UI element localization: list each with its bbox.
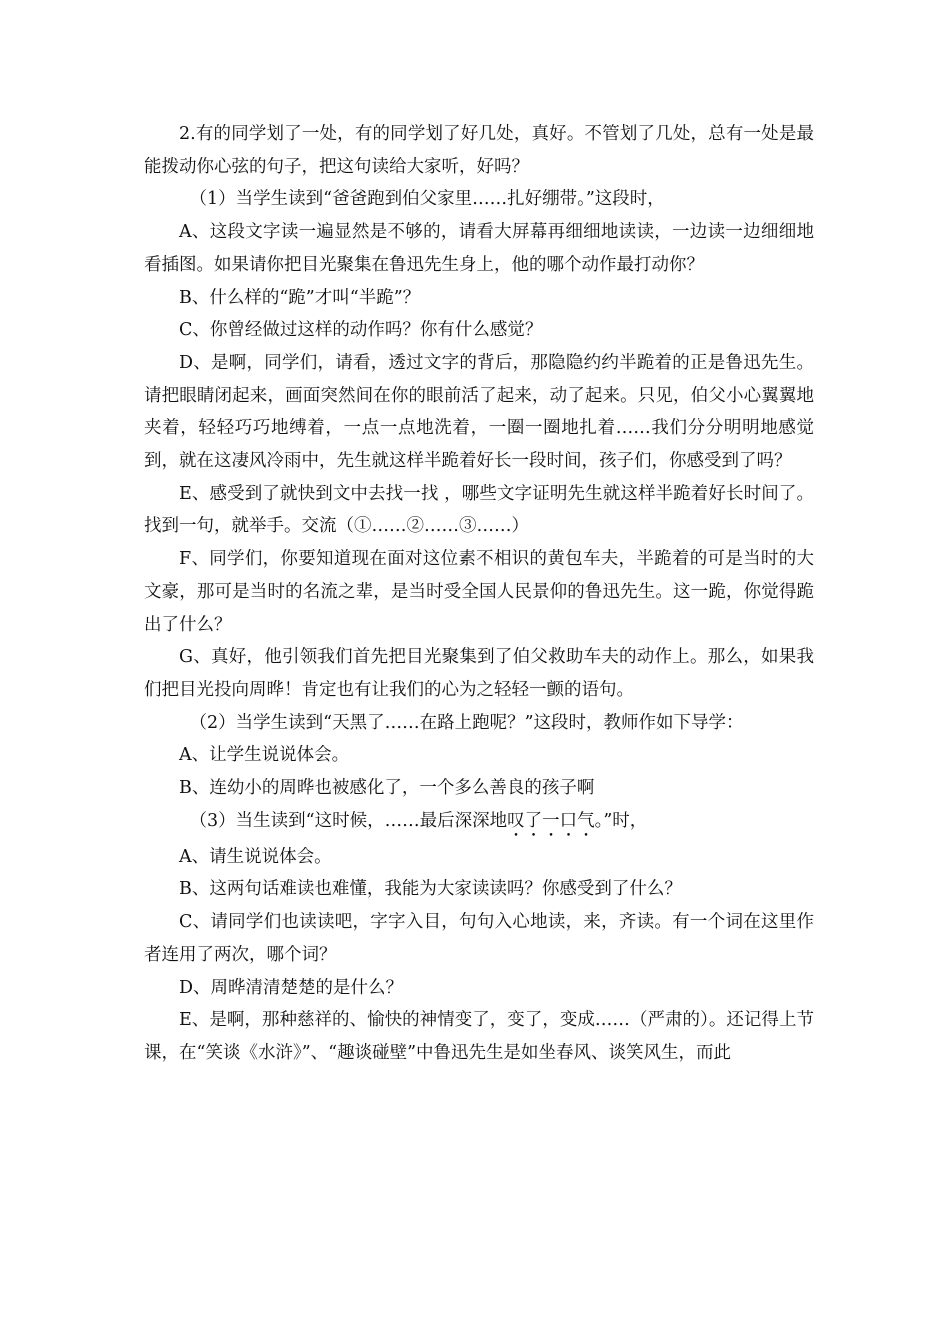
paragraph-3d: D、周晔清清楚楚的是什么？ xyxy=(179,977,404,998)
emphasized-phrase: 叹了一口气 xyxy=(507,810,595,831)
paragraph-1b: B、什么样的“跪”才叫“半跪”？ xyxy=(179,287,421,308)
case-3-text-after: 。”时， xyxy=(594,810,648,831)
paragraph-1f: F、同学们，你要知道现在面对这位素不相识的黄包车夫，半跪着的可是当时的大文豪，那可是当时的名流之辈，是当时受全国人民景仰的鲁迅先生。这一跪，你觉得跪出了什么？ xyxy=(144,549,814,635)
paragraph-1d: D、是啊，同学们，请看，透过文字的背后，那隐隐约约半跪着的正是鲁迅先生。请把眼睛闭起来，画面突然间在你的眼前活了起来，动了起来。只见，伯父小心翼翼地夹着，轻轻巧巧地缚着，一点一点地洗着，一圈一圈地扎着……我们分分明明地感觉到，就在这凄风冷雨中，先生就这样半跪着好长一段时间，孩子们，你感受到了吗？ xyxy=(144,352,814,472)
paragraph-1c: C、你曾经做过这样的动作吗？你有什么感觉？ xyxy=(179,320,543,341)
paragraph-3a: A、请生说说体会。 xyxy=(179,846,332,867)
paragraph-3b: B、这两句话难读也难懂，我能为大家读读吗？你感受到了什么？ xyxy=(179,879,682,900)
case-3-text-before: （3）当生读到“这时候，……最后深深地 xyxy=(189,810,508,831)
paragraph-question-2: 2.有的同学划了一处，有的同学划了好几处，真好。不管划了几处，总有一处是最能拨动你心弦的句子，把这句读给大家听，好吗？ xyxy=(144,124,814,177)
paragraph-case-3 xyxy=(144,805,814,841)
paragraph-1a: A、这段文字读一遍显然是不够的，请看大屏幕再细细地读读，一边读一边细细地看插图。如果请你把目光聚集在鲁迅先生身上，他的哪个动作最打动你？ xyxy=(144,222,814,275)
paragraph-3e: E、是啊，那种慈祥的、愉快的神情变了，变了，变成……（严肃的）。还记得上节课，在“笑谈《水浒》”、“趣谈碰壁”中鲁迅先生是如坐春风、谈笑风生，而此 xyxy=(144,1010,814,1063)
paragraph-1e: E、感受到了就快到文中去找一找 ，哪些文字证明先生就这样半跪着好长时间了。找到一句，就举手。交流（①……②……③……） xyxy=(144,483,814,537)
paragraph-2a: A、让学生说说体会。 xyxy=(179,745,350,766)
paragraph-2b: B、连幼小的周晔也被感化了，一个多么善良的孩子啊 xyxy=(179,778,595,799)
paragraph-1g: G、真好，他引领我们首先把目光聚集到了伯父救助车夫的动作上。那么，如果我们把目光投向周晔！肯定也有让我们的心为之轻轻一颤的语句。 xyxy=(144,647,814,700)
paragraph-3c: C、请同学们也读读吧，字字入目，句句入心地读，来，齐读。有一个词在这里作者连用了两次，哪个词？ xyxy=(144,912,814,965)
paragraph-case-2: （2）当学生读到“天黑了……在路上跑呢？”这段时，教师作如下导学： xyxy=(189,712,744,733)
paragraph-case-1: （1）当学生读到“爸爸跑到伯父家里……扎好绷带。”这段时， xyxy=(189,189,665,210)
document-body xyxy=(144,118,814,1070)
